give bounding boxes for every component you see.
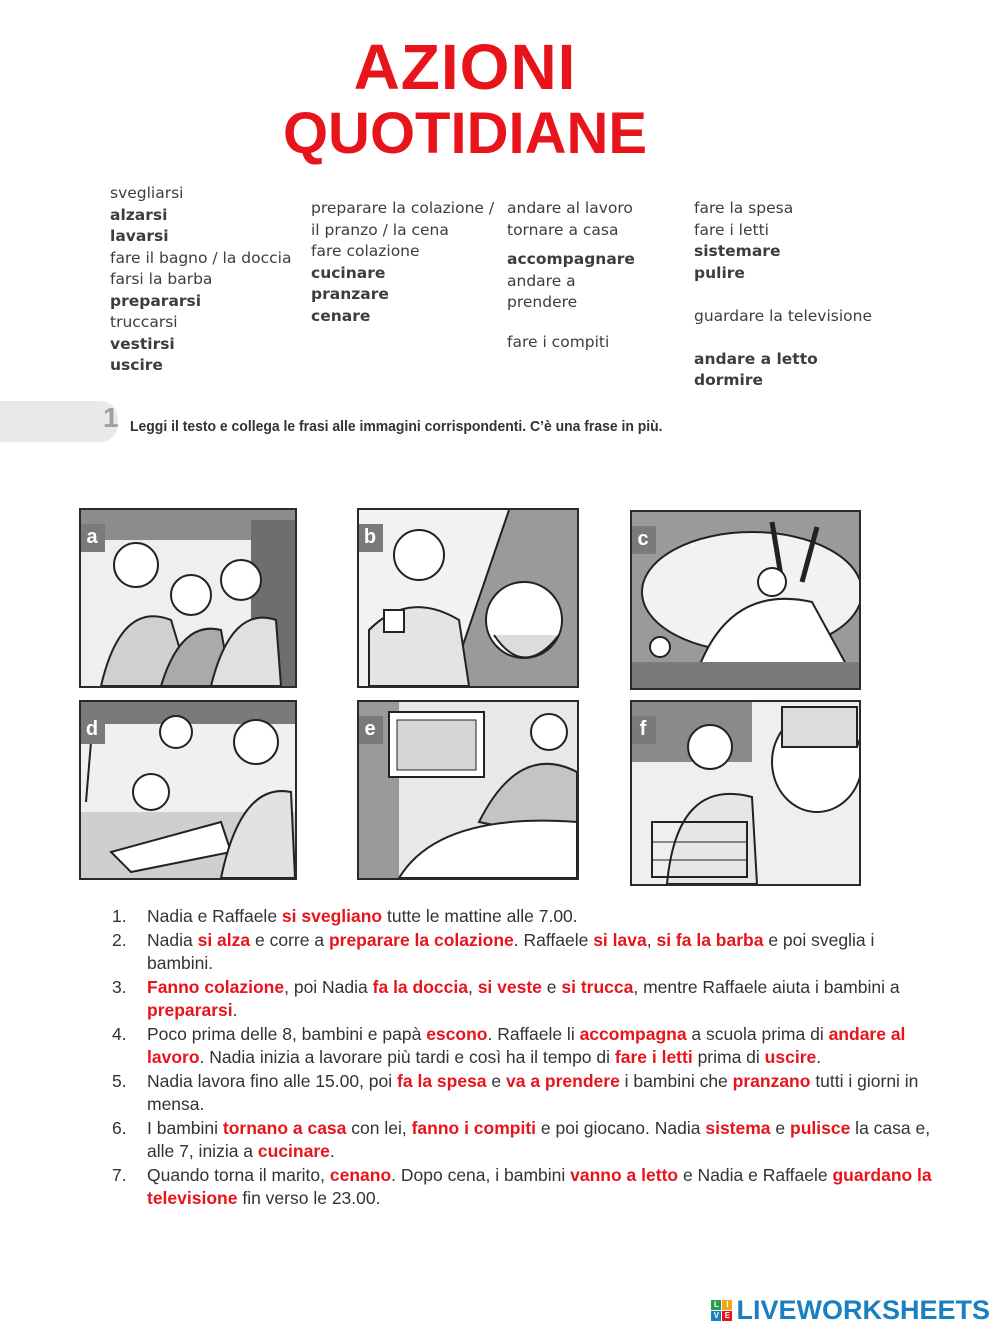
story-list (112, 905, 932, 1211)
vocab-column-3 (507, 198, 635, 353)
vocab-item: alzarsi (110, 205, 168, 224)
sentence-text: e (541, 977, 562, 997)
sentence-text: . Nadia inizia a lavorare più tardi e così ha il tempo di (199, 1047, 615, 1067)
story-sentence (112, 1117, 932, 1163)
vocab-column-2 (311, 198, 494, 327)
picture-c[interactable] (630, 510, 861, 690)
highlighted-verb: si alza (197, 930, 251, 950)
illustration-television (359, 702, 577, 878)
vocab-item: andare a (507, 271, 576, 290)
sentence-text: Nadia e Raffaele (147, 906, 282, 926)
picture-f[interactable] (630, 700, 861, 886)
highlighted-verb: accompagna (579, 1024, 687, 1044)
sentence-number: 7. (112, 1165, 127, 1185)
vocab-item: guardare la televisione (694, 307, 872, 325)
sentence-text: , (646, 930, 657, 950)
illustration-waking-up (632, 512, 859, 688)
title-line-2: QUOTIDIANE (282, 101, 648, 166)
vocab-item: uscire (110, 356, 163, 374)
brand-text: LIVEWORKSHEETS (736, 1294, 990, 1325)
vocab-item: sistemare (694, 242, 781, 260)
story-sentence (112, 905, 932, 928)
sentence-text: . (816, 1047, 822, 1067)
sentence-text: Poco prima delle 8, bambini e papà (147, 1024, 427, 1044)
picture-d[interactable] (79, 700, 297, 880)
exercise-number: 1 (103, 402, 119, 433)
sentence-number: 3. (112, 977, 127, 997)
highlighted-verb: fanno i compiti (411, 1118, 537, 1138)
vocab-item: prepararsi (110, 291, 202, 310)
sentence-text: . (329, 1141, 335, 1161)
vocab-item: prendere (507, 293, 578, 311)
vocab-item: fare la spesa (694, 199, 794, 217)
title-line-1: AZIONI (353, 31, 577, 103)
sentence-number: 4. (112, 1024, 127, 1044)
vocab-item: preparare la colazione / (311, 199, 495, 217)
sentence-text: e poi sveglia i bambini. (147, 930, 875, 973)
vocab-column-1 (110, 183, 291, 377)
sentence-text: . (232, 1000, 238, 1020)
vocab-item: svegliarsi (110, 184, 184, 202)
highlighted-verb: si svegliano (281, 906, 383, 926)
picture-e[interactable] (357, 700, 579, 880)
vocab-item: andare al lavoro (507, 199, 633, 217)
vocab-item: lavarsi (110, 227, 169, 245)
highlighted-verb: guardano la televisione (147, 1165, 932, 1208)
highlighted-verb: si lava (593, 930, 647, 950)
highlighted-verb: pulisce (790, 1118, 851, 1138)
vocab-item: dormire (694, 371, 764, 389)
sentence-text: prima di (692, 1047, 765, 1067)
sentence-text: tutti i giorni in mensa. (147, 1071, 919, 1114)
sentence-text: , (467, 977, 478, 997)
sentence-text: fin verso le 23.00. (237, 1188, 381, 1208)
sentence-text: con lei, (346, 1118, 412, 1138)
sentence-number: 2. (112, 930, 127, 950)
sentence-number: 5. (112, 1071, 127, 1091)
highlighted-verb: fa la spesa (397, 1071, 487, 1091)
exercise-tab (0, 401, 118, 442)
highlighted-verb: cucinare (257, 1141, 330, 1161)
vocab-item: pranzare (311, 285, 389, 303)
highlighted-verb: cenano (329, 1165, 392, 1185)
exercise-instruction: Leggi il testo e collega le frasi alle immagini corrispondenti. C’è una frase in più. (130, 418, 663, 435)
sentence-number: 1. (112, 906, 127, 926)
picture-label: d (79, 716, 105, 744)
vocab-item: tornare a casa (507, 220, 619, 239)
sentence-text: I bambini (147, 1118, 223, 1138)
highlighted-verb: preparare la colazione (328, 930, 514, 950)
highlighted-verb: Fanno colazione (147, 977, 285, 997)
vocab-item: pulire (694, 263, 745, 282)
brand-blocks-icon: L I V E (711, 1300, 732, 1321)
vocab-item: accompagnare (507, 250, 635, 268)
sentence-text: e corre a (250, 930, 329, 950)
picture-label: a (79, 524, 105, 552)
vocab-item: fare colazione (311, 242, 420, 260)
sentence-text: tutte le mattine alle 7.00. (382, 906, 578, 926)
sentence-text: a scuola prima di (686, 1024, 829, 1044)
story-sentence (112, 976, 932, 1022)
vocab-item: andare a letto (694, 349, 818, 368)
sentence-text: e (486, 1071, 506, 1091)
illustration-shopping-school (632, 702, 859, 884)
vocab-item: vestirsi (110, 334, 175, 353)
highlighted-verb: fare i letti (614, 1047, 693, 1067)
picture-b[interactable] (357, 508, 579, 688)
illustration-family-morning (81, 510, 295, 686)
picture-label: f (630, 716, 656, 744)
picture-label: e (357, 716, 383, 744)
highlighted-verb: va a prendere (506, 1071, 620, 1091)
picture-label: b (357, 524, 383, 552)
sentence-text: i bambini che (619, 1071, 733, 1091)
vocab-item: cucinare (311, 263, 386, 282)
sentence-text: la casa e, alle 7, inizia a (147, 1118, 931, 1161)
highlighted-verb: fa la doccia (372, 977, 468, 997)
highlighted-verb: si veste (477, 977, 542, 997)
sentence-text: , poi Nadia (284, 977, 373, 997)
picture-a[interactable] (79, 508, 297, 688)
story-sentence (112, 929, 932, 975)
sentence-text: e poi giocano. Nadia (536, 1118, 706, 1138)
story-sentence (112, 1070, 932, 1116)
vocab-column-4 (694, 198, 872, 392)
illustration-cleaning-homework (81, 702, 295, 878)
vocab-item: farsi la barba (110, 270, 213, 288)
sentence-text: e (770, 1118, 790, 1138)
highlighted-verb: sistema (705, 1118, 771, 1138)
highlighted-verb: si fa la barba (656, 930, 764, 950)
highlighted-verb: vanno a letto (570, 1165, 679, 1185)
picture-label: c (630, 526, 656, 554)
sentence-text: . Raffaele li (487, 1024, 580, 1044)
sentence-number: 6. (112, 1118, 127, 1138)
sentence-text: . Raffaele (513, 930, 594, 950)
vocab-item: il pranzo / la cena (311, 220, 449, 239)
highlighted-verb: prepararsi (147, 1000, 233, 1020)
sentence-text: , mentre Raffaele aiuta i bambini a (633, 977, 900, 997)
vocab-item: fare i compiti (507, 332, 610, 351)
sentence-text: Quando torna il marito, (147, 1165, 330, 1185)
highlighted-verb: pranzano (732, 1071, 811, 1091)
sentence-text: . Dopo cena, i bambini (391, 1165, 571, 1185)
highlighted-verb: escono (426, 1024, 488, 1044)
story-sentence (112, 1023, 932, 1069)
vocab-item: fare i letti (694, 220, 769, 239)
sentence-text: Nadia lavora fino alle 15.00, poi (147, 1071, 398, 1091)
highlighted-verb: tornano a casa (222, 1118, 347, 1138)
highlighted-verb: uscire (764, 1047, 817, 1067)
sentence-text: Nadia (147, 930, 198, 950)
story-sentence (112, 1164, 932, 1210)
illustration-breakfast-shaving (359, 510, 577, 686)
highlighted-verb: si trucca (561, 977, 634, 997)
brand-logo (711, 1294, 990, 1325)
vocab-item: cenare (311, 306, 371, 325)
vocab-item: truccarsi (110, 313, 178, 331)
sentence-text: e Nadia e Raffaele (678, 1165, 833, 1185)
highlighted-verb: andare al lavoro (147, 1024, 906, 1067)
vocab-item: fare il bagno / la doccia (110, 248, 292, 267)
